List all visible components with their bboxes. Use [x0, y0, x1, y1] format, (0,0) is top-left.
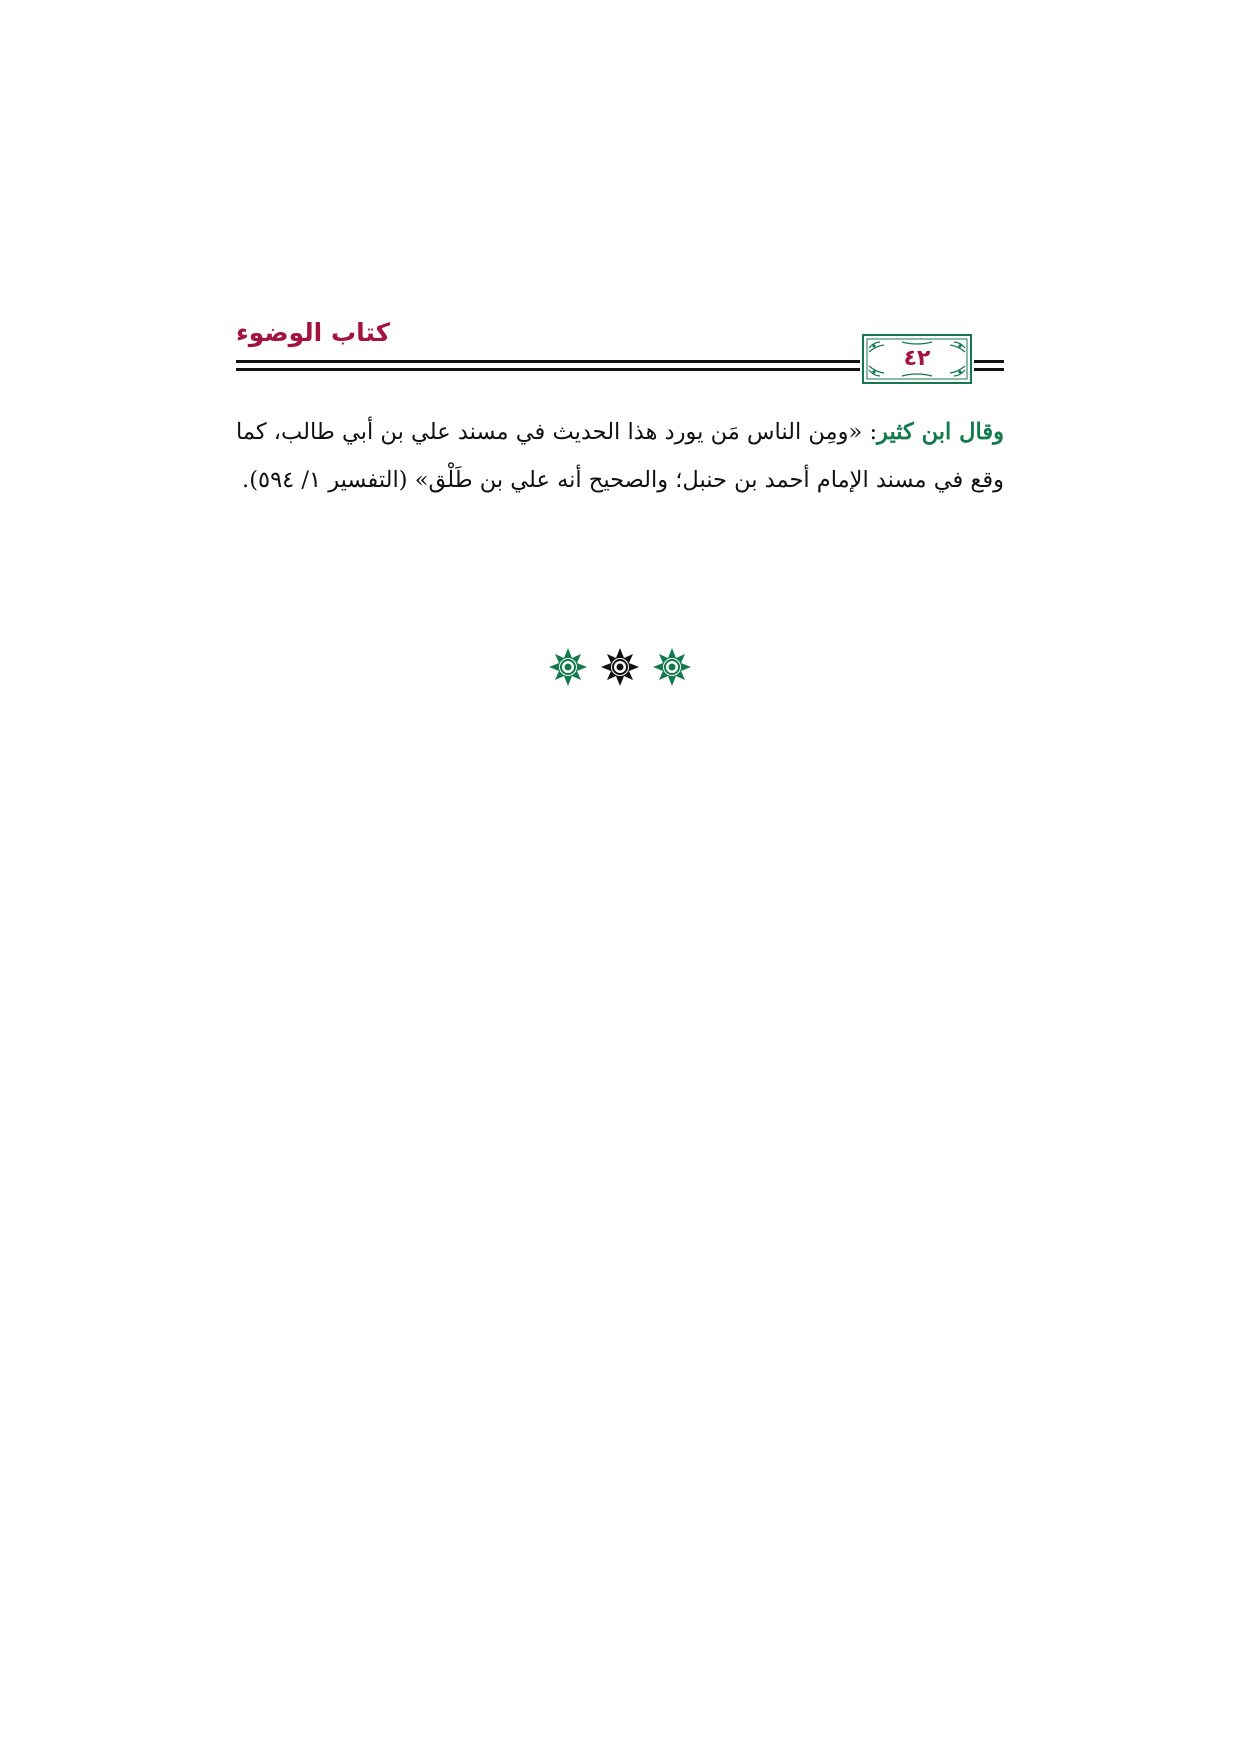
quote-text: «ومِن الناس مَن يورد هذا الحديث في مسند علي بن أبي طالب، كما وقع في مسند الإمام أحمد بن حنبل؛ والصحيح أنه علي بن طَلْق» (التفسير ١/ ٥٩٤). [236, 419, 1004, 493]
header-rule-bottom [236, 368, 860, 371]
speaker-separator: : [862, 419, 878, 445]
section-end-ornaments [548, 646, 692, 688]
flower-ornament-icon [652, 647, 692, 687]
header-rule-top [236, 360, 860, 363]
flower-ornament-icon [600, 647, 640, 687]
page-number-badge [862, 334, 972, 384]
flower-ornament-icon [548, 647, 588, 687]
chapter-title: كتاب الوضوء [236, 318, 391, 347]
header-rule-right-top [974, 360, 1004, 363]
body-paragraph [236, 408, 1004, 504]
page-number: ٤٢ [903, 346, 931, 371]
header-rule-right-bottom [974, 368, 1004, 371]
speaker-name: وقال ابن كثير [877, 419, 1004, 445]
